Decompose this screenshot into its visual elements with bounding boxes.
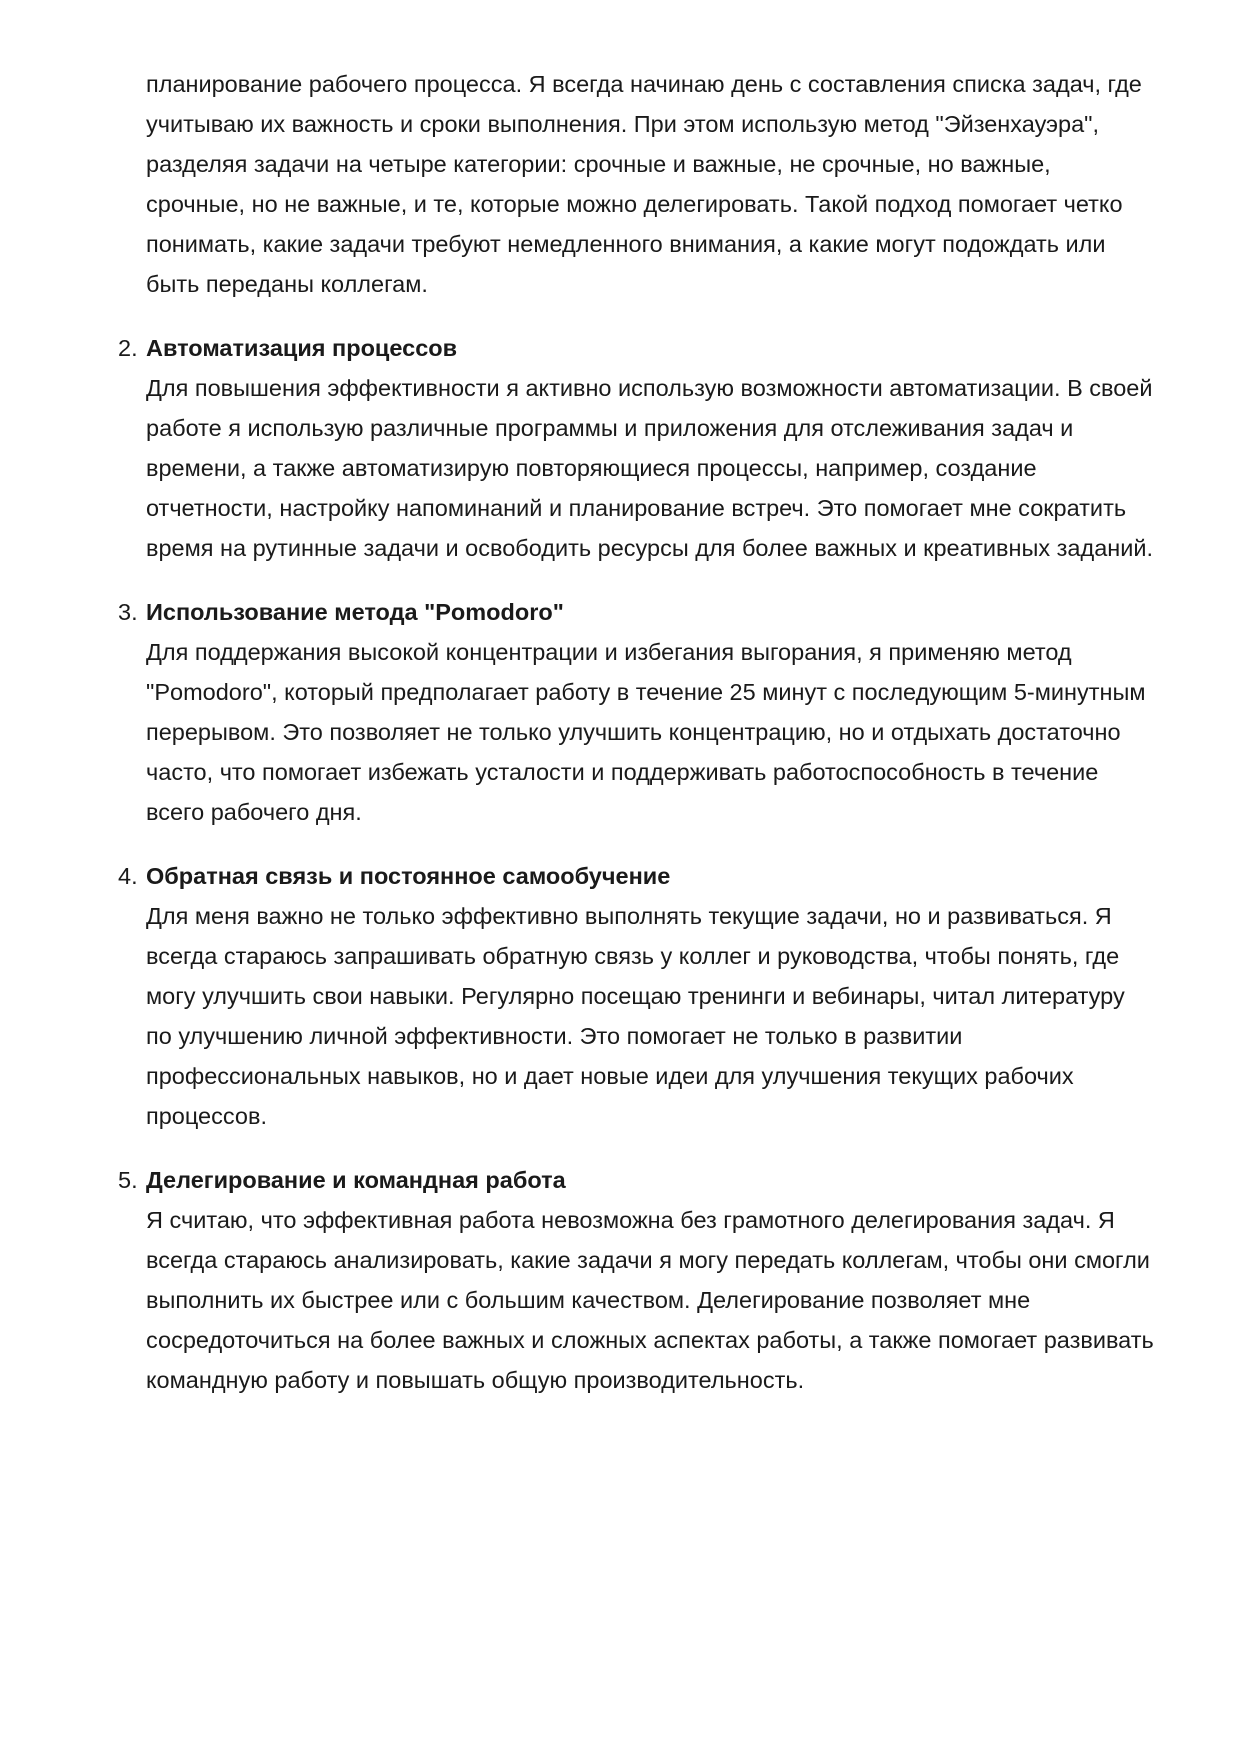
list-item <box>118 328 1156 568</box>
list-item-heading: Автоматизация процессов <box>146 335 458 361</box>
intro-paragraph: планирование рабочего процесса. Я всегда начинаю день с составления списка задач, где учитываю их важность и сроки выполнения. При этом использую метод "Эйзенхауэра", разделяя задачи на четыре категории: срочные и важные, не срочные, но важные, срочные, но не важные, и те, которые можно делегировать. Такой подход помогает четко понимать, какие задачи требуют немедленного внимания, а какие могут подождать или быть переданы коллегам. <box>146 71 1142 297</box>
list-item-text: Для повышения эффективности я активно использую возможности автоматизации. В своей работе я использую различные программы и приложения для отслеживания задач и времени, а также автоматизирую повторяющиеся процессы, например, создание отчетности, настройку напоминаний и планирование встреч. Это помогает мне сократить время на рутинные задачи и освободить ресурсы для более важных и креативных заданий. <box>146 375 1154 561</box>
list-item-text: Я считаю, что эффективная работа невозможна без грамотного делегирования задач. Я всегда стараюсь анализировать, какие задачи я могу передать коллегам, чтобы они смогли выполнить их быстрее или с большим качеством. Делегирование позволяет мне сосредоточиться на более важных и сложных аспектах работы, а также помогает развивать командную работу и повышать общую производительность. <box>146 1207 1154 1393</box>
list-item-heading: Использование метода "Pomodoro" <box>146 599 564 625</box>
list-item-heading: Обратная связь и постоянное самообучение <box>146 863 671 889</box>
list-item-number: 5. <box>118 1167 138 1193</box>
list-item <box>118 592 1156 832</box>
list-item-text: Для меня важно не только эффективно выполнять текущие задачи, но и развиваться. Я всегда стараюсь запрашивать обратную связь у коллег и руководства, чтобы понять, где могу улучшить свои навыки. Регулярно посещаю тренинги и вебинары, читал литературу по улучшению личной эффективности. Это помогает не только в развитии профессиональных навыков, но и дает новые идеи для улучшения текущих рабочих процессов. <box>146 903 1125 1129</box>
list-item-text: Для поддержания высокой концентрации и избегания выгорания, я применяю метод "Pomodoro", который предполагает работу в течение 25 минут с последующим 5-минутным перерывом. Это позволяет не только улучшить концентрацию, но и отдыхать достаточно часто, что помогает избежать усталости и поддерживать работоспособность в течение всего рабочего дня. <box>146 639 1146 825</box>
list-item-heading: Делегирование и командная работа <box>146 1167 566 1193</box>
list-item <box>118 1160 1156 1400</box>
list-item-number: 2. <box>118 335 138 361</box>
list-item-number: 4. <box>118 863 138 889</box>
numbered-list <box>118 328 1156 1400</box>
list-item-number: 3. <box>118 599 138 625</box>
document-content <box>118 64 1156 1400</box>
list-item <box>118 856 1156 1136</box>
